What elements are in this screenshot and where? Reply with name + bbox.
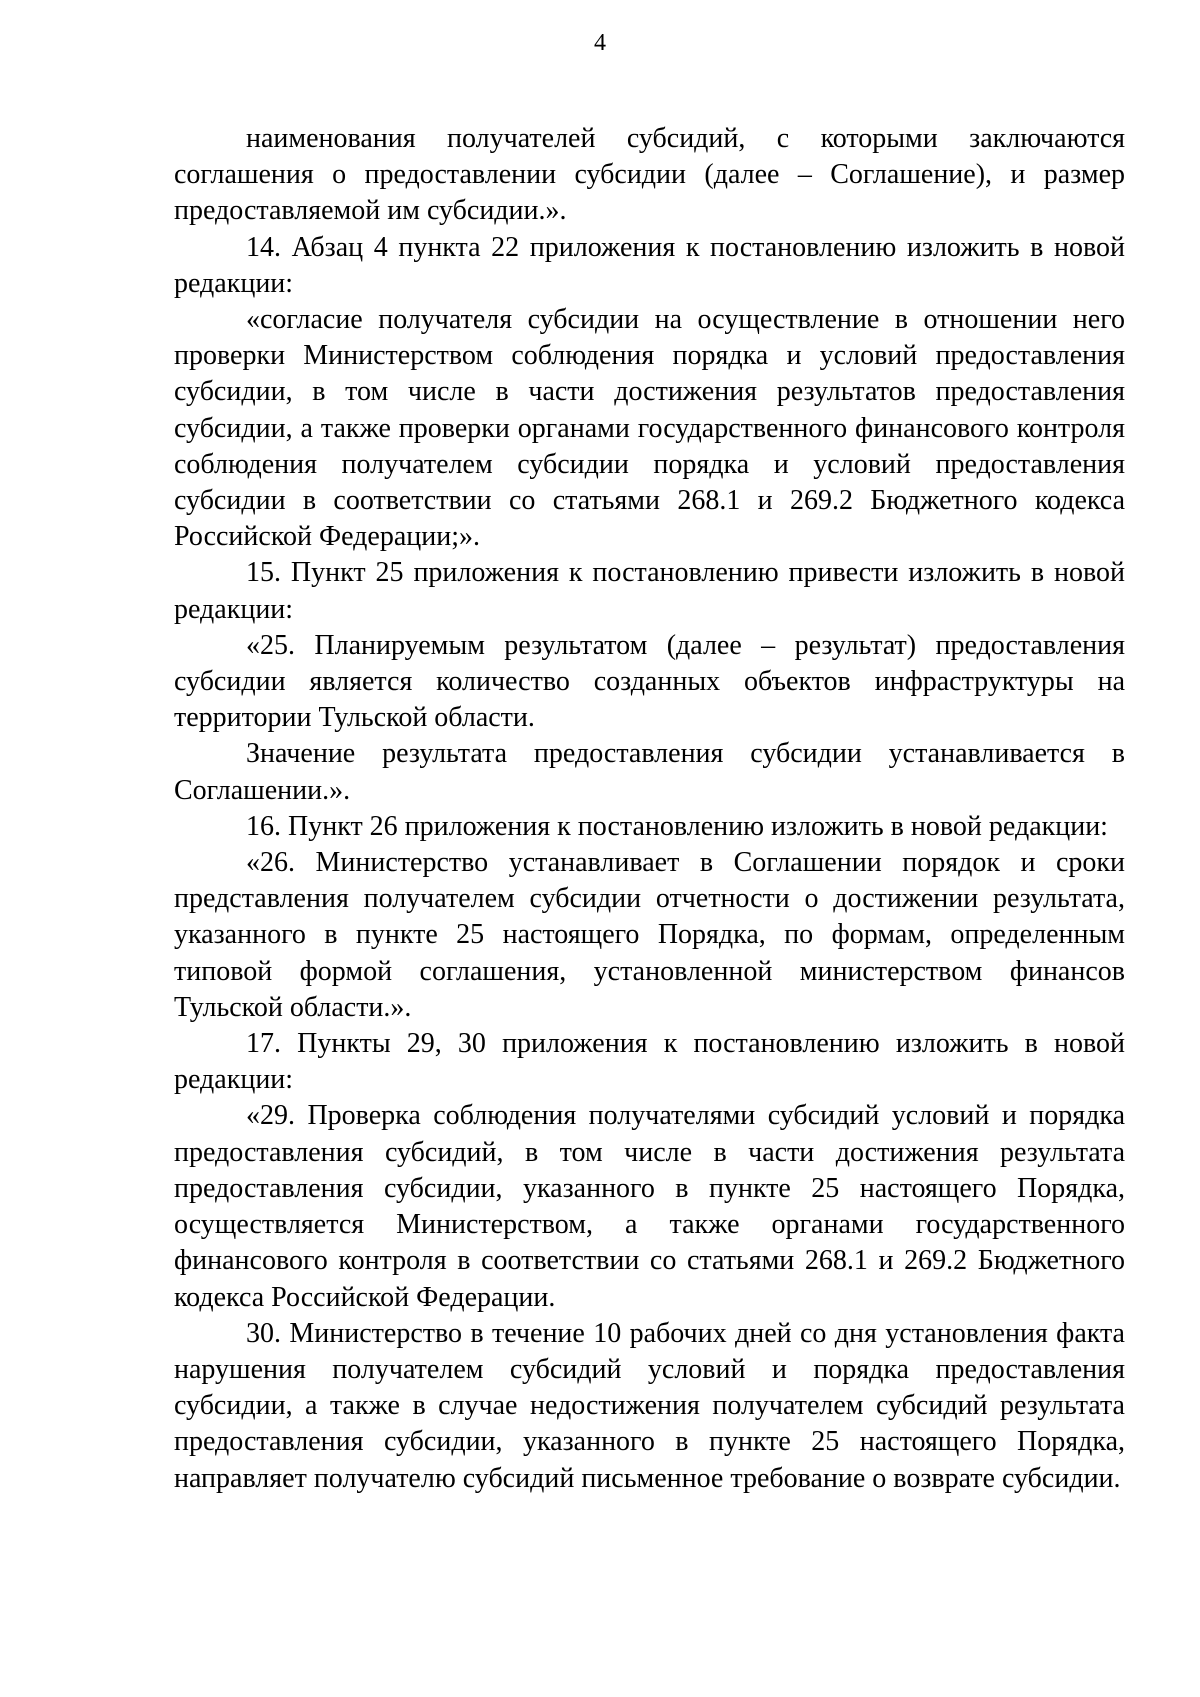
paragraph-quote-consent: «согласие получателя субсидии на осуществление в отношении него проверки Министерством соблюдения порядка и условий предоставления субсидии, в том числе в части достижения результатов предоставления субсидии, а также проверки органами государственного финансового контроля соблюдения получателем субсидии порядка и условий предоставления субсидии в соответствии со статьями 268.1 и 269.2 Бюджетного кодекса Российской Федерации;». [174, 304, 1125, 553]
paragraph-item-16: 16. Пункт 26 приложения к постановлению изложить в новой редакции: [246, 810, 1108, 842]
paragraph-item-15: 15. Пункт 25 приложения к постановлению привести изложить в новой редакции: [174, 557, 1125, 625]
paragraph-quote-29: «29. Проверка соблюдения получателями субсидий условий и порядка предоставления субсидий, в том числе в части достижения результата предоставления субсидии, указанного в пункте 25 настоящего Порядка, осуществляется Министерством, а также органами государственного финансового контроля в соответствии со статьями 268.1 и 269.2 Бюджетного кодекса Российской Федерации. [174, 1100, 1125, 1313]
paragraph-continuation: наименования получателей субсидий, с которыми заключаются соглашения о предоставлении субсидии (далее – Соглашение), и размер предоставляемой им субсидии.». [174, 123, 1125, 227]
paragraph-30: 30. Министерство в течение 10 рабочих дней со дня установления факта нарушения получателем субсидий условий и порядка предоставления субсидии, а также в случае недостижения получателем субсидий результата предоставления субсидии, указанного в пункте 25 настоящего Порядка, направляет получателю субсидий письменное требование о возврате субсидии. [174, 1317, 1125, 1494]
document-body [174, 121, 1125, 1497]
paragraph-result-value: Значение результата предоставления субсидии устанавливается в Соглашении.». [174, 738, 1125, 806]
paragraph-quote-26: «26. Министерство устанавливает в Соглашении порядок и сроки представления получателем субсидии отчетности о достижении результата, указанного в пункте 25 настоящего Порядка, по формам, определенным типовой формой соглашения, установленной министерством финансов Тульской области.». [174, 847, 1125, 1023]
paragraph-quote-25: «25. Планируемым результатом (далее – результат) предоставления субсидии является количество созданных объектов инфраструктуры на территории Тульской области. [174, 629, 1125, 734]
paragraph-item-14: 14. Абзац 4 пункта 22 приложения к постановлению изложить в новой редакции: [174, 231, 1125, 299]
paragraph-item-17: 17. Пункты 29, 30 приложения к постановлению изложить в новой редакции: [174, 1028, 1125, 1096]
page-number: 4 [594, 30, 606, 56]
